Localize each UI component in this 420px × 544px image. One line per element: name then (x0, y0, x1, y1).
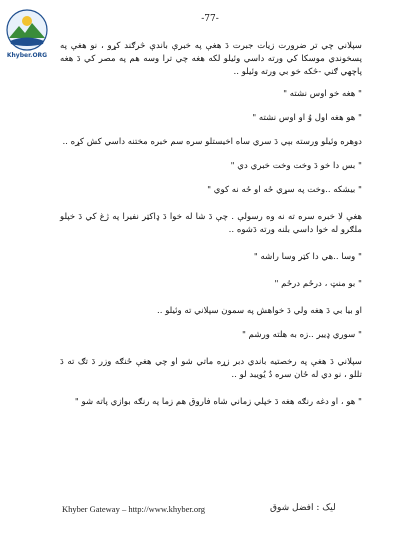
paragraph: دوهره وئيلو ورسته بېي دَ سري ساه اخيستلو سره سم خبره مختنه داسي کش کړه .. (62, 137, 362, 147)
dialogue-line: " هو هغه اول وُ او اوس نشته " (252, 113, 362, 123)
dialogue-line: " هغه خو اوس نشته " (283, 89, 362, 99)
khyber-logo[interactable] (5, 8, 49, 64)
dialogue-line: " بيشکه ..وخت په سړي ځه او ځه نه کوي " (207, 185, 362, 195)
dialogue-line: " بس دا خو دَ وخت وخت خبري دي " (230, 161, 362, 171)
dialogue-line: " بو منټ ، درځم درځم " (274, 279, 362, 289)
dialogue-line: " وسا ..هي دا کټر وسا راشه " (253, 252, 362, 262)
mountain-sun-logo-icon (5, 8, 49, 52)
logo-text: Khyber.ORG (6, 52, 48, 59)
dialogue-line: " هو ، او دغه رنګه هغه دَ خپلي زماني شاه فاروق هم زما په رنګه بوازي پاته شو " (74, 397, 362, 407)
paragraph: سپلاني دَ هغې په رخصتيه باندي دبر زړه ماتي شو او چي هغې ځنګه وزر دَ تګ ته دَ تللو ، نو دي له ځان سره دُ يُويبد لو .. (60, 357, 362, 380)
paragraph: هغې لا خبره سره ته نه وه رسولې . چې دَ شا له خوا دَ ډاکټر نفيرا په ژغ کي دَ خپلو ملګرو له خوا داسي بلنه ورته دَشوه .. (60, 212, 362, 235)
page-number: -77- (201, 14, 219, 24)
document-body (60, 40, 362, 418)
footer-source-link[interactable]: Khyber Gateway – http://www.khyber.org (62, 504, 206, 514)
paragraph: او بيا بي دَ هغه ولي دَ خواهش په سمون سپلاني ته وئيلو .. (157, 306, 362, 316)
dialogue-line: " سوري ډيير ..زه به هلته ورشم " (241, 330, 362, 340)
footer-author: ليک : افضل شوق (270, 503, 336, 513)
paragraph: سپلاني چي تر ضرورت زيات جبرت دَ هغې په خبرې باندې څرګند کړو ، نو هغې په پسخوندي موسکا کي ورته داسي وئيلو لکه هغه چي ترا وسه هم په مصر کي دَ هغه پاچهي ګني -څکه خو بي ورته وئيلو .. (60, 41, 362, 77)
